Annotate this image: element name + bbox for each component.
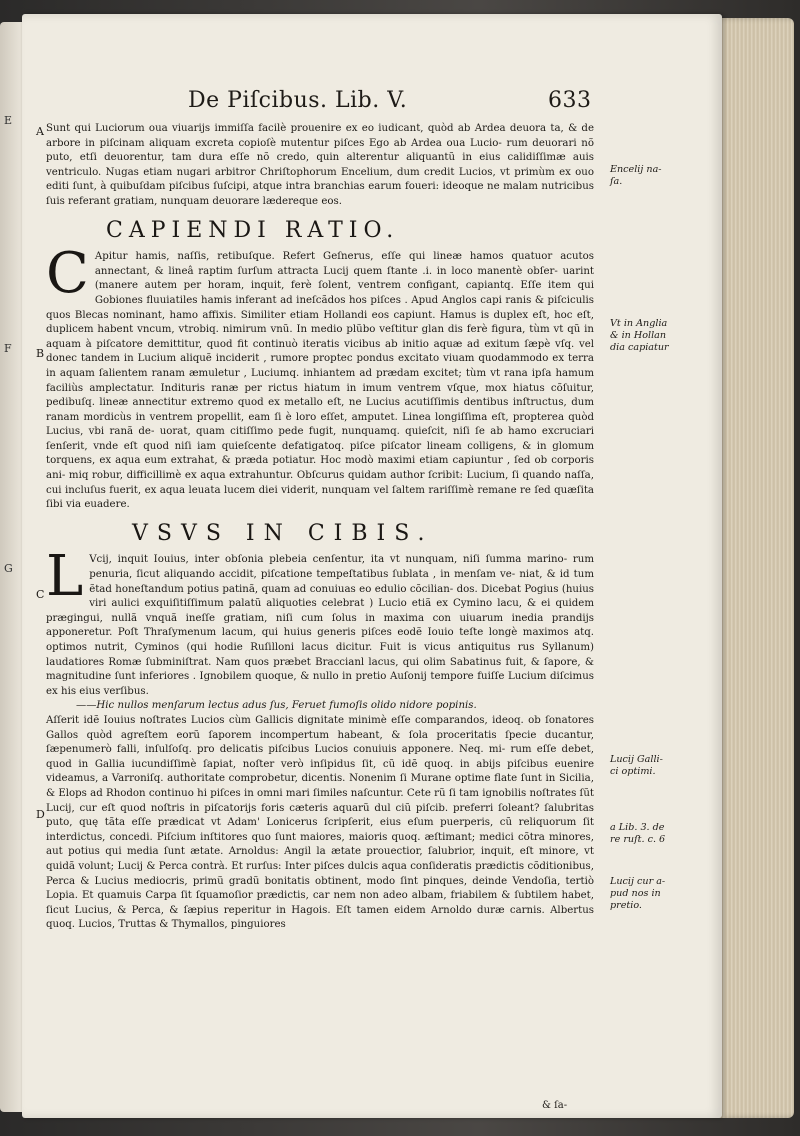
page-number: 633 xyxy=(548,88,592,113)
book-page xyxy=(22,14,722,1118)
verse-quote: ——Hic nullos menſarum lectus adus ſus, Feruet fumoſis olido nidore popinis. xyxy=(76,700,477,712)
intro-paragraph: Sunt qui Luciorum oua viuarijs immiſſa facilè prouenire ex eo iudicant, quòd ab Ardea deuora ta, & de arbore in piſcinam aliquam excreta copioſè mutentur piſces Ego ab Ardea oua Lucio- rum deuorari nõ puto, etſi deuorentur, tam dura eſſe nõ credo, quin alterentur aliquantũ in eius calidiſſimæ auis ventriculo. Nugas etiam nugari arbitror Chriſtophorum Encelium, dum credit Lucios, vt primùm ex ouo editi ſunt, à quibuſdam piſcibus ſuſcipi, atque intra branchias earum foueri: ideoque ne malam nutricibus ſuis referant gratiam, nunquam deuorare lædereque eos. xyxy=(46,123,594,207)
margin-letter-b: B xyxy=(36,347,45,360)
body-text xyxy=(46,122,594,933)
drop-cap: L xyxy=(46,544,84,610)
section-heading-capiendi: CAPIENDI RATIO. xyxy=(106,217,400,243)
usus-paragraph xyxy=(46,544,594,699)
margin-letter-c: C xyxy=(36,588,45,601)
running-head-title: De Piſcibus. Lib. V. xyxy=(188,88,408,113)
capiendi-text: Apitur hamis, naſſis, retibuſque. Refert Geſnerus, eſſe qui lineæ hamos quatuor acutos annectant, & lineâ raptim ſurſum attracta Lucij quem ſtante .i. in loco manentè obſer- uarint (manere autem per horam, inquit, ferè ſolent, ventrem configant, capiantq. Eſſe item qui Gobiones fluuiatiles hamis inferant ad ineſcãdos hos piſces . Apud Anglos capi ranis & piſciculis quos Blecas nominant, hamo affixis. Similiter etiam Hollandi eos capiunt. Hamus is duplex eſt, hoc eſt, duplicem habent vncum, vtrobiq. nimirum vnũ. In medio plũbo veſtitur glan dis ferè figura, tùm vt qũ in aquam à piſcatore demittitur, quod fit continuò iteratis vicibus ab initio aquæ ad exitum ſæpè vſq. vel donec tandem in Lucium aliquẽ inciderit , rumore proptec pondus excitato viuam quodammodo ex terra in aquam ſalientem ranam æmuletur , Luciumq. inhiantem ad prædam excitet; tùm vt rana ipſa hamum faciliùs amplectatur. Indituris ranæ per rictus hiatum in imum ventrem vſque, mox hiatus cõſuitur, pedibuſq. lineæ annectitur extremo quod ex metallo eſt, ne Lucius acutiſſimis dentibus inſtructus, dum ranam mordicùs in ventrem propellit, eam ſi è loro eſſet, amputet. Linea longiſſima eſt, propterea quòd Lucius, vbi ranã de- uorat, quam citiſſimo pede fugit, nunquamq. quieſcit, niſi ſe ab hamo excruciari ſenſerit, vnde eſt quod niſi iam quieſcente defatigatoq. piſce piſcator lineam colligens, & in glomum torquens, ex aqua eum extrahat, & præda potiatur. Hoc modò maximi etiam capiuntur , ſed ob corporis ani- miq robur, difficillimè ex aqua extrahuntur. Obſcurus quidam author ſcribit: Lucium, ſi quando naſſa, cui incluſus fuerit, ex aqua leuata lucem diei viderit, nunquam vel ſaltem rariſſimè remane re ſed quæſita ſibi via euadere. xyxy=(46,251,594,511)
catchword: & ſa- xyxy=(542,1100,568,1111)
side-note: Encelij na- ſa. xyxy=(610,164,662,187)
side-note: Lucij cur a- pud nos in pretio. xyxy=(610,876,666,911)
side-note: Vt in Anglia & in Hollan dia capiatur xyxy=(610,318,669,353)
section-heading-usus: VSVS IN CIBIS. xyxy=(132,520,434,546)
usus-paragraph-2: Aſſerit idẽ Iouius noſtrates Lucios cùm Gallicis dignitate minimè eſſe comparandos, ideoq. ob ſonatores Gallos quòd agreſtem eorũ ſaporem incompertum habeant, & ſola proceritatis ſpecie ducantur, ſæpenumerò falli, inſulſoſq. pro delicatis piſcibus Lucios conuiuis apponere. Neq. mi- rum eſſe debet, quod in Gallia iucundiſſimè ſapiat, noſter verò inſipidus ſit, cũ idẽ quoq. in abijs piſcibus euenire videamus, a Varroniſq. authoritate comprobetur, dicentis. Nonenim ſi Murane optime flate ſunt in Sicilia, & Elops ad Rhodon continuo hi piſces in omni mari ſimiles naſcuntur. Cete rũ ſi tam ignobilis noſtrates ſũt Lucij, cur eſt quod noſtris in piſcatorijs foris cæteris aquarũ dul ciũ piſcib. preferri ſoleant? ſalubritas puto, quę tãta eſſe prædicat vt Adam' Lonicerus ſcripſerit, eius eſum puerperis, cũ reliquorum ſit interdictus, concedi. Piſcium inſtitores quo ſunt maiores, maioris quoq. æſtimant; medici cõtra minores, aut potius qui media ſunt ætate. Arnoldus: Angil la ætate prouectior, ſalubrior, inquit, eſt minore, vt quidã volunt; Lucij & Perca contrà. Et rurſus: Inter piſces dulcis aqua conſideratis prædictis cõditionibus, Perca & Lucius mediocris, primũ gradũ bonitatis obtinent, modo ſint pinques, deinde Vendoſia, tertiò Lopia. Et quamuis Carpa ſit ſquamoſior prædictis, car nem non adeo albam, friabilem & ſubtilem habet, ſicut Lucius, & Perca, & ſæpius reperitur in Hagois. Eſt tamen eidem Arnoldo duræ carnis. Albertus quoq. Lucios, Truttas & Thymallos, pinguiores xyxy=(46,714,594,931)
drop-cap: C xyxy=(46,241,89,307)
usus-text: Vcij, inquit Iouius, inter obſonia plebeia cenſentur, ita vt nunquam, niſi ſumma marino- rum penuria, ſicut aliquando accidit, piſcatione tempeſtatibus ſublata , in menſam ve- niat, & id tum ẽtad honeſtandum potius patinã, quam ad conuiuas eo edulio cõcilian- dos. Dicebat Pogius (huius viri aulici exquiſitiſſimum palatũ aliquoties celebrat ) Lucio etiã ex Cymino lacu, & ei quidem prægingui, nullã vnquã ineſſe gratiam, niſi cum ſolus in maxima con uiuarum inedia prandijs apponeretur. Poſt Thraſymenum lacum, qui huius generis piſces eodẽ Iouio teſte longè maximos atq. optimos nutrit, Cyminos (qui hodie Ruſilloni lacus dicitur. Fuit is vicus antiquitus rus Syllanum) laudatiores Romæ ſubminiſtrat. Nam quos præbet Braccianl lacus, qui olim Sabatinus fuit, & ſapore, & magnitudine ſunt inferiores . Ignobilem quoque, & nullo in pretio Auſonij tempore fuiſſe Lucium diſcimus ex his eius verſibus. xyxy=(46,554,594,697)
margin-letter-d: D xyxy=(36,808,45,821)
left-margin-letter: E xyxy=(4,114,13,127)
side-note: a Lib. 3. de re ruſt. c. 6 xyxy=(610,822,666,845)
side-note: Lucij Galli- ci optimi. xyxy=(610,754,663,777)
margin-letter-a: A xyxy=(36,125,44,138)
capiendi-paragraph xyxy=(46,241,594,513)
left-margin-letter: F xyxy=(4,342,12,355)
left-margin-letter: G xyxy=(4,562,13,575)
